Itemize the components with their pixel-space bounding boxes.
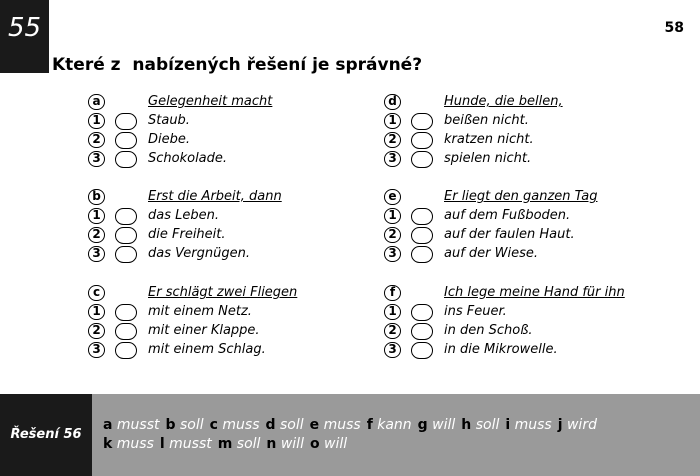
solutions-footer <box>0 394 700 476</box>
option-text: mit einem Netz. <box>148 304 252 319</box>
answer-option[interactable] <box>384 131 674 150</box>
answer-option[interactable] <box>88 322 378 341</box>
option-number-badge: 1 <box>88 113 105 129</box>
option-number-badge: 2 <box>384 132 401 148</box>
solution-letter: b <box>165 417 176 433</box>
option-text: Schokolade. <box>148 151 228 166</box>
answer-checkbox[interactable] <box>411 151 433 168</box>
question-d <box>384 93 674 169</box>
solution-word: muss <box>514 417 552 433</box>
question-prompt: Er schlägt zwei Fliegen <box>148 285 298 300</box>
solution-letter: h <box>461 417 472 433</box>
answer-option[interactable] <box>88 112 378 131</box>
solution-word: soll <box>475 417 500 433</box>
answer-option[interactable] <box>88 341 378 360</box>
option-number-badge: 1 <box>384 304 401 320</box>
answer-checkbox[interactable] <box>115 246 137 263</box>
answer-checkbox[interactable] <box>411 208 433 225</box>
question-prompt: Hunde, die bellen, <box>444 94 563 109</box>
option-text: auf der faulen Haut. <box>444 227 575 242</box>
option-number-badge: 1 <box>88 304 105 320</box>
solution-letter: l <box>159 436 165 452</box>
question-prompt-row <box>88 93 378 112</box>
solution-word: will <box>324 436 348 452</box>
solution-word: muss <box>323 417 361 433</box>
page-number: 58 <box>664 20 684 36</box>
option-text: die Freiheit. <box>148 227 226 242</box>
option-number-badge: 2 <box>88 227 105 243</box>
solution-word: soll <box>236 436 261 452</box>
question-c <box>88 284 378 360</box>
answer-checkbox[interactable] <box>115 304 137 321</box>
question-prompt-row <box>88 284 378 303</box>
answer-option[interactable] <box>88 226 378 245</box>
question-prompt-row <box>384 188 674 207</box>
question-prompt-row <box>88 188 378 207</box>
solution-word: muss <box>222 417 260 433</box>
question-prompt: Erst die Arbeit, dann <box>148 189 282 204</box>
answer-option[interactable] <box>384 303 674 322</box>
solution-letter: c <box>209 417 218 433</box>
option-text: kratzen nicht. <box>444 132 534 147</box>
question-f <box>384 284 674 360</box>
answer-checkbox[interactable] <box>115 151 137 168</box>
solutions-line-1 <box>103 416 603 435</box>
option-text: ins Feuer. <box>444 304 507 319</box>
question-prompt: Er liegt den ganzen Tag <box>444 189 598 204</box>
page-title: Které z nabízených řešení je správné? <box>52 55 423 75</box>
option-number-badge: 3 <box>88 342 105 358</box>
solutions-answers <box>103 416 603 454</box>
solution-letter: f <box>366 417 373 433</box>
answer-option[interactable] <box>384 150 674 169</box>
option-number-badge: 2 <box>88 132 105 148</box>
solution-letter: j <box>557 417 563 433</box>
question-letter-badge: c <box>88 285 105 301</box>
solution-word: kann <box>377 417 412 433</box>
answer-option[interactable] <box>384 245 674 264</box>
answer-checkbox[interactable] <box>115 208 137 225</box>
answer-checkbox[interactable] <box>411 113 433 130</box>
answer-checkbox[interactable] <box>411 246 433 263</box>
answer-checkbox[interactable] <box>411 132 433 149</box>
answer-option[interactable] <box>384 112 674 131</box>
option-text: Staub. <box>148 113 190 128</box>
solution-word: musst <box>169 436 212 452</box>
question-e <box>384 188 674 264</box>
question-letter-badge: a <box>88 94 105 110</box>
option-text: das Vergnügen. <box>148 246 250 261</box>
solutions-label: Řešení 56 <box>0 394 92 476</box>
option-number-badge: 1 <box>88 208 105 224</box>
option-number-badge: 3 <box>384 342 401 358</box>
option-text: das Leben. <box>148 208 219 223</box>
question-letter-badge: f <box>384 285 401 301</box>
answer-checkbox[interactable] <box>411 323 433 340</box>
question-letter-badge: d <box>384 94 401 110</box>
option-text: Diebe. <box>148 132 191 147</box>
option-number-badge: 3 <box>88 246 105 262</box>
solution-word: soll <box>179 417 204 433</box>
option-text: auf dem Fußboden. <box>444 208 571 223</box>
answer-option[interactable] <box>384 207 674 226</box>
solution-letter: o <box>309 436 320 452</box>
option-number-badge: 1 <box>384 113 401 129</box>
solution-letter: g <box>417 417 428 433</box>
solution-letter: k <box>103 436 113 452</box>
solutions-line-2 <box>103 435 603 454</box>
answer-option[interactable] <box>88 207 378 226</box>
question-letter-badge: b <box>88 189 105 205</box>
option-number-badge: 1 <box>384 208 401 224</box>
option-number-badge: 3 <box>384 246 401 262</box>
answer-checkbox[interactable] <box>411 342 433 359</box>
question-prompt: Gelegenheit macht <box>148 94 273 109</box>
answer-checkbox[interactable] <box>115 113 137 130</box>
answer-option[interactable] <box>88 303 378 322</box>
solution-letter: m <box>217 436 233 452</box>
answer-option[interactable] <box>88 150 378 169</box>
option-text: beißen nicht. <box>444 113 529 128</box>
option-number-badge: 2 <box>384 227 401 243</box>
option-number-badge: 2 <box>88 323 105 339</box>
answer-checkbox[interactable] <box>115 227 137 244</box>
exercise-number: 55 <box>0 0 49 73</box>
solution-word: will <box>432 417 456 433</box>
question-b <box>88 188 378 264</box>
question-prompt: Ich lege meine Hand für ihn <box>444 285 625 300</box>
solution-letter: n <box>266 436 277 452</box>
solution-word: will <box>280 436 304 452</box>
option-text: auf der Wiese. <box>444 246 539 261</box>
solution-letter: i <box>505 417 511 433</box>
answer-option[interactable] <box>384 341 674 360</box>
question-prompt-row <box>384 93 674 112</box>
answer-checkbox[interactable] <box>115 132 137 149</box>
solution-letter: a <box>103 417 113 433</box>
solution-word: soll <box>279 417 304 433</box>
answer-checkbox[interactable] <box>115 323 137 340</box>
solution-letter: e <box>309 417 320 433</box>
option-number-badge: 3 <box>88 151 105 167</box>
answer-checkbox[interactable] <box>115 342 137 359</box>
answer-option[interactable] <box>88 131 378 150</box>
solution-letter: d <box>265 417 276 433</box>
solution-word: wird <box>566 417 597 433</box>
question-a <box>88 93 378 169</box>
solution-word: muss <box>116 436 154 452</box>
answer-option[interactable] <box>88 245 378 264</box>
solution-word: musst <box>116 417 160 433</box>
answer-checkbox[interactable] <box>411 227 433 244</box>
option-text: in die Mikrowelle. <box>444 342 558 357</box>
option-number-badge: 2 <box>384 323 401 339</box>
option-text: mit einem Schlag. <box>148 342 266 357</box>
question-letter-badge: e <box>384 189 401 205</box>
answer-option[interactable] <box>384 322 674 341</box>
option-number-badge: 3 <box>384 151 401 167</box>
question-prompt-row <box>384 284 674 303</box>
option-text: in den Schoß. <box>444 323 533 338</box>
answer-checkbox[interactable] <box>411 304 433 321</box>
answer-option[interactable] <box>384 226 674 245</box>
option-text: spielen nicht. <box>444 151 532 166</box>
option-text: mit einer Klappe. <box>148 323 260 338</box>
